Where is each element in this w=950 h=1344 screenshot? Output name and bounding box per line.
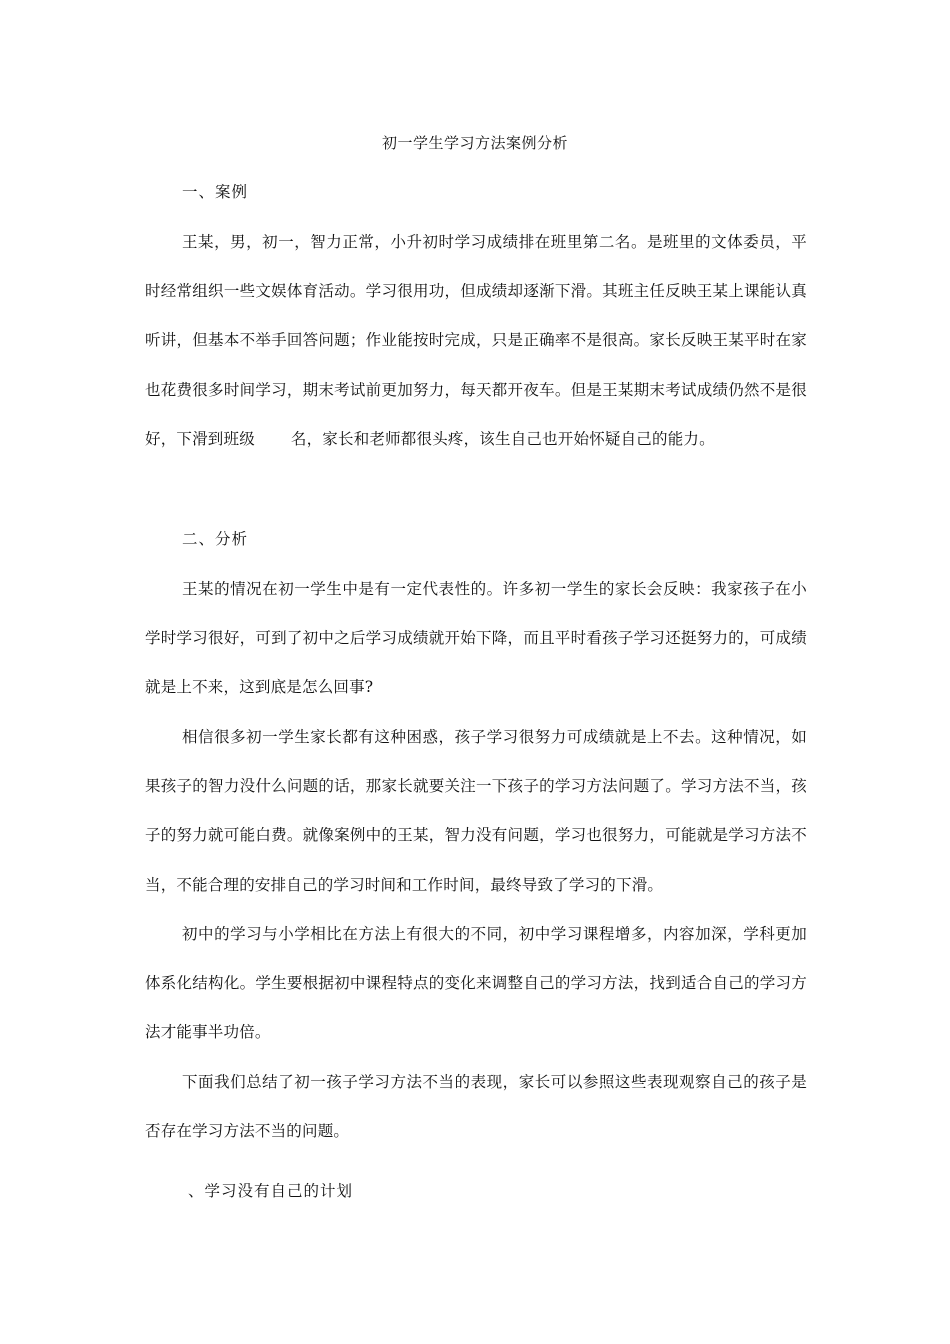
analysis-paragraph-1: 王某的情况在初一学生中是有一定代表性的。许多初一学生的家长会反映：我家孩子在小学时学习很好，可到了初中之后学习成绩就开始下降，而且平时看孩子学习还挺努力的，可成绩就是上不来，这到底是怎么回事?	[145, 580, 807, 697]
section-heading-analysis: 二、分析	[182, 530, 249, 548]
analysis-paragraph-4: 下面我们总结了初一孩子学习方法不当的表现，家长可以参照这些表现观察自己的孩子是否存在学习方法不当的问题。	[145, 1073, 807, 1141]
case-paragraph-text-before-gap: 王某，男，初一，智力正常，小升初时学习成绩排在班里第二名。是班里的文体委员，平时经常组织一些文娱体育活动。学习很用功，但成绩却逐渐下滑。其班主任反映王某上课能认真听讲，但基本不举手回答问题；作业能按时完成，只是正确率不是很高。家长反映王某平时在家也花费很多时间学习，期末考试前更加努力，每天都开夜车。但是王某期末考试成绩仍然不是很好，下滑到班级	[145, 233, 807, 448]
subheading-no-plan: 、学习没有自己的计划	[188, 1182, 354, 1200]
case-paragraph-text-after-gap: 名，家长和老师都很头疼，该生自己也开始怀疑自己的能力。	[290, 429, 715, 448]
analysis-paragraph-2: 相信很多初一学生家长都有这种困惑，孩子学习很努力可成绩就是上不去。这种情况，如果孩子的智力没什么问题的话，那家长就要关注一下孩子的学习方法问题了。学习方法不当，孩子的努力就可能白费。就像案例中的王某，智力没有问题，学习也很努力，可能就是学习方法不当，不能合理的安排自己的学习时间和工作时间，最终导致了学习的下滑。	[145, 728, 807, 894]
section-heading-case: 一、案例	[182, 183, 249, 201]
analysis-paragraph-3: 初中的学习与小学相比在方法上有很大的不同，初中学习课程增多，内容加深，学科更加体系化结构化。学生要根据初中课程特点的变化来调整自己的学习方法，找到适合自己的学习方法才能事半功倍。	[145, 925, 807, 1042]
document-title: 初一学生学习方法案例分析	[381, 134, 568, 152]
case-paragraph	[145, 218, 807, 464]
